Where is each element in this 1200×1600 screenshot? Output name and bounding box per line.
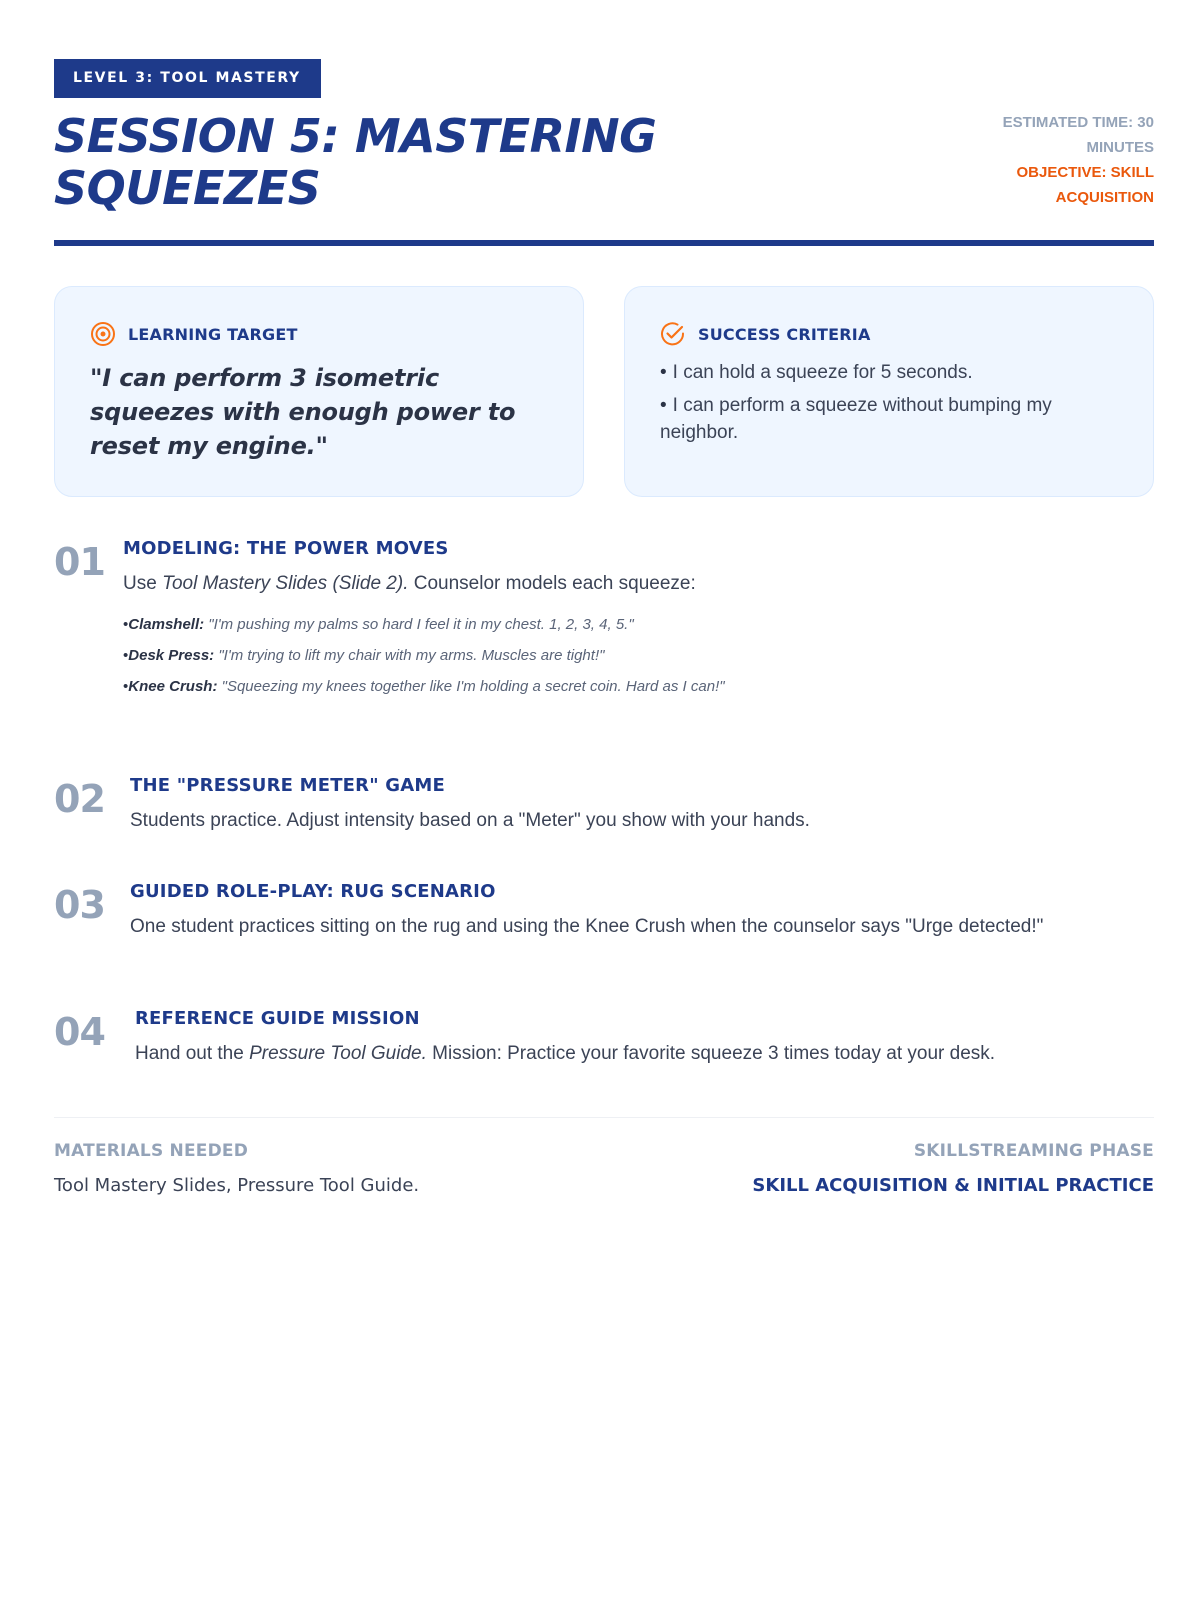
step-number: 04 — [54, 1010, 105, 1054]
desc-emphasis: Tool Mastery Slides (Slide 2). — [162, 573, 409, 594]
objective: OBJECTIVE: SKILL ACQUISITION — [1016, 164, 1154, 206]
example-name: Desk Press: — [128, 647, 215, 664]
materials-section — [54, 1141, 419, 1196]
example-text: "Squeezing my knees together like I'm holding a secret coin. Hard as I can!" — [217, 678, 725, 695]
materials-label: MATERIALS NEEDED — [54, 1141, 249, 1161]
criteria-item: • I can hold a squeeze for 5 seconds. — [660, 359, 1119, 386]
step-description: Students practice. Adjust intensity based on a "Meter" you show with your hands. — [130, 810, 810, 831]
example-item — [123, 646, 725, 666]
header-divider — [54, 240, 1154, 246]
footer — [54, 1141, 1154, 1196]
learning-target-label: LEARNING TARGET — [128, 324, 298, 344]
materials-value: Tool Mastery Slides, Pressure Tool Guide. — [54, 1175, 420, 1196]
header-row — [54, 110, 1154, 214]
phase-value: SKILL ACQUISITION & INITIAL PRACTICE — [752, 1175, 1154, 1196]
footer-divider — [54, 1117, 1154, 1118]
step-number: 02 — [54, 777, 105, 821]
learning-target-header — [90, 321, 549, 347]
estimated-time: ESTIMATED TIME: 30 MINUTES — [1002, 114, 1154, 156]
target-icon — [90, 321, 116, 347]
squeeze-examples — [123, 615, 725, 697]
step-description: One student practices sitting on the rug and using the Knee Crush when the counselor says "Urge detected!" — [130, 916, 1044, 937]
success-criteria-card — [624, 286, 1154, 497]
step-number: 03 — [54, 883, 105, 927]
desc-text: Use — [123, 573, 163, 594]
example-text: "I'm pushing my palms so hard I feel it in my chest. 1, 2, 3, 4, 5." — [204, 616, 634, 633]
example-item — [123, 677, 725, 697]
criteria-item: • I can perform a squeeze without bumping my neighbor. — [660, 392, 1119, 446]
learning-target-quote: "I can perform 3 isometric squeezes with enough power to reset my engine." — [90, 364, 516, 460]
step-title: GUIDED ROLE-PLAY: RUG SCENARIO — [130, 881, 496, 902]
lesson-page — [54, 59, 1154, 1196]
success-criteria-label: SUCCESS CRITERIA — [698, 324, 871, 344]
phase-label: SKILLSTREAMING PHASE — [913, 1141, 1154, 1161]
example-item — [123, 615, 725, 635]
page-title: SESSION 5: MASTERING SQUEEZES — [54, 109, 657, 215]
desc-text: Mission: Practice your favorite squeeze 3 times today at your desk. — [426, 1043, 996, 1064]
step-body — [135, 1008, 995, 1067]
phase-section — [752, 1141, 1154, 1196]
desc-text: Hand out the — [135, 1043, 250, 1064]
success-criteria-header — [660, 321, 1119, 347]
success-criteria-list — [660, 359, 1119, 446]
learning-target-card — [54, 286, 584, 497]
session-meta — [934, 110, 1154, 210]
step-number: 01 — [54, 540, 105, 584]
step-body — [123, 538, 725, 708]
desc-emphasis: Pressure Tool Guide. — [249, 1043, 427, 1064]
step-description — [135, 1040, 995, 1067]
step-title: THE "PRESSURE METER" GAME — [130, 775, 445, 796]
step-description — [123, 570, 725, 597]
target-cards — [54, 286, 1154, 497]
example-name: Clamshell: — [128, 616, 205, 633]
desc-text: Counselor models each squeeze: — [408, 573, 696, 594]
step-body — [130, 775, 810, 834]
level-badge: LEVEL 3: TOOL MASTERY — [54, 59, 321, 98]
example-name: Knee Crush: — [128, 678, 218, 695]
step-body — [130, 881, 1043, 940]
step-title: MODELING: THE POWER MOVES — [123, 538, 449, 559]
step-title: REFERENCE GUIDE MISSION — [135, 1008, 420, 1029]
example-text: "I'm trying to lift my chair with my arms. Muscles are tight!" — [214, 647, 605, 664]
check-circle-icon — [660, 321, 686, 347]
